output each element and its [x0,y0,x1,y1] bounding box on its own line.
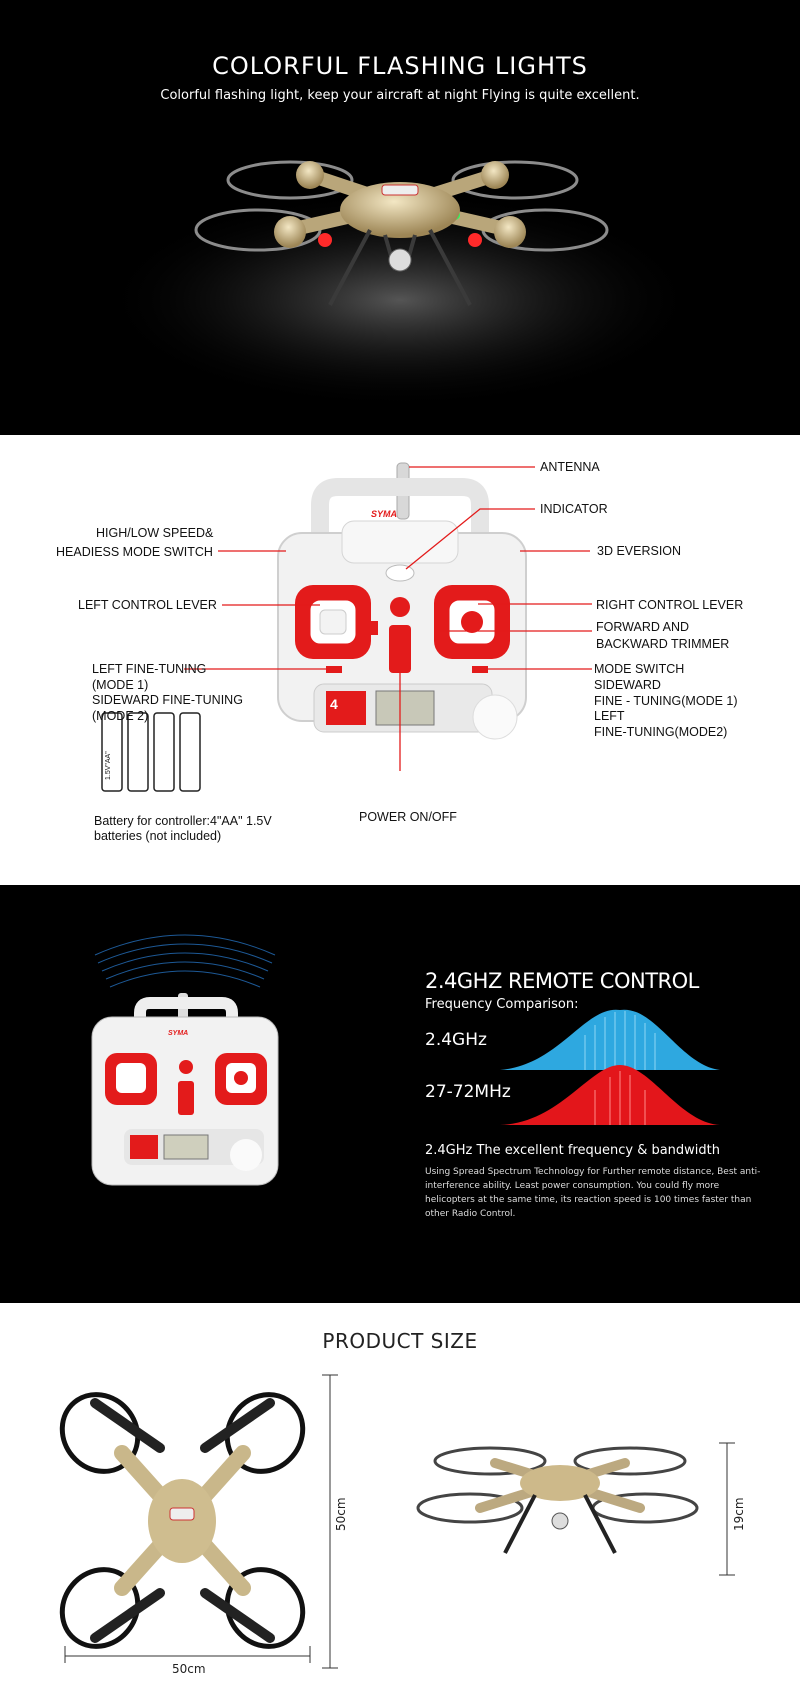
brand-logo: SYMA [371,509,398,519]
label-mode-switch: MODE SWITCH [594,662,685,676]
product-size-section [0,1303,800,1692]
drone-night-image [0,120,800,435]
label-fb-trimmer-2: BACKWARD TRIMMER [596,637,730,651]
label-speed-switch-2: HEADIESS MODE SWITCH [56,545,213,559]
label-indicator: INDICATOR [540,502,608,516]
band-27mhz-label: 27-72MHz [425,1082,511,1102]
label-left-fine-4: (MODE 2) [92,709,149,723]
label-sideward-2: FINE - TUNING(MODE 1) [594,694,738,708]
channel-badge: 4 [330,696,338,712]
lights-title: COLORFUL FLASHING LIGHTS [212,52,588,80]
label-antenna: ANTENNA [540,460,600,474]
label-battery-2: batteries (not included) [94,829,222,843]
remote-title: 2.4GHZ REMOTE CONTROL [425,969,699,993]
battery-cell-label: 1.5V"AA" [105,751,112,780]
label-left-fine-2: (MODE 1) [92,678,149,692]
label-fb-trimmer-1: FORWARD AND [596,620,690,634]
remote-control-section [0,885,800,1303]
product-size-diagram [0,1303,800,1692]
remote-image [0,885,800,1303]
controller-diagram-section [0,435,800,885]
dim-length-label: 50cm [334,1497,348,1531]
remote-subtitle: Frequency Comparison: [425,997,579,1012]
label-left-fine-1: LEFT FINE-TUNING [92,662,207,676]
label-speed-switch-1: HIGH/LOW SPEED& [96,526,214,540]
label-left-fine-3: SIDEWARD FINE-TUNING [92,693,243,707]
label-sideward-4: FINE-TUNING(MODE2) [594,725,728,739]
remote-description: Using Spread Spectrum Technology for Further remote distance, Best anti-interference ability. Least power consumption. You could fly more helicopters at the same time, its reaction speed is 100 times faster than other Radio Control. [425,1167,761,1219]
remote-excellent: 2.4GHz The excellent frequency & bandwidth [425,1143,721,1158]
lights-section [0,0,800,435]
remote-brand-logo: SYMA [168,1030,189,1037]
label-sideward-1: SIDEWARD [594,678,661,692]
label-right-lever: RIGHT CONTROL LEVER [596,598,744,612]
band-24ghz-label: 2.4GHz [425,1030,487,1050]
dim-height-label: 19cm [732,1497,746,1531]
label-power: POWER ON/OFF [359,810,457,824]
label-3d-eversion: 3D EVERSION [597,544,682,558]
wave-24ghz [500,1010,720,1070]
label-battery-1: Battery for controller:4"AA" 1.5V [94,814,272,828]
label-sideward-3: LEFT [594,709,625,723]
label-left-lever: LEFT CONTROL LEVER [78,598,217,612]
battery-icons [102,713,200,791]
lights-subtitle: Colorful flashing light, keep your aircraft at night Flying is quite excellent. [160,88,640,103]
dim-width-label: 50cm [172,1662,206,1676]
product-size-title: PRODUCT SIZE [322,1329,478,1353]
